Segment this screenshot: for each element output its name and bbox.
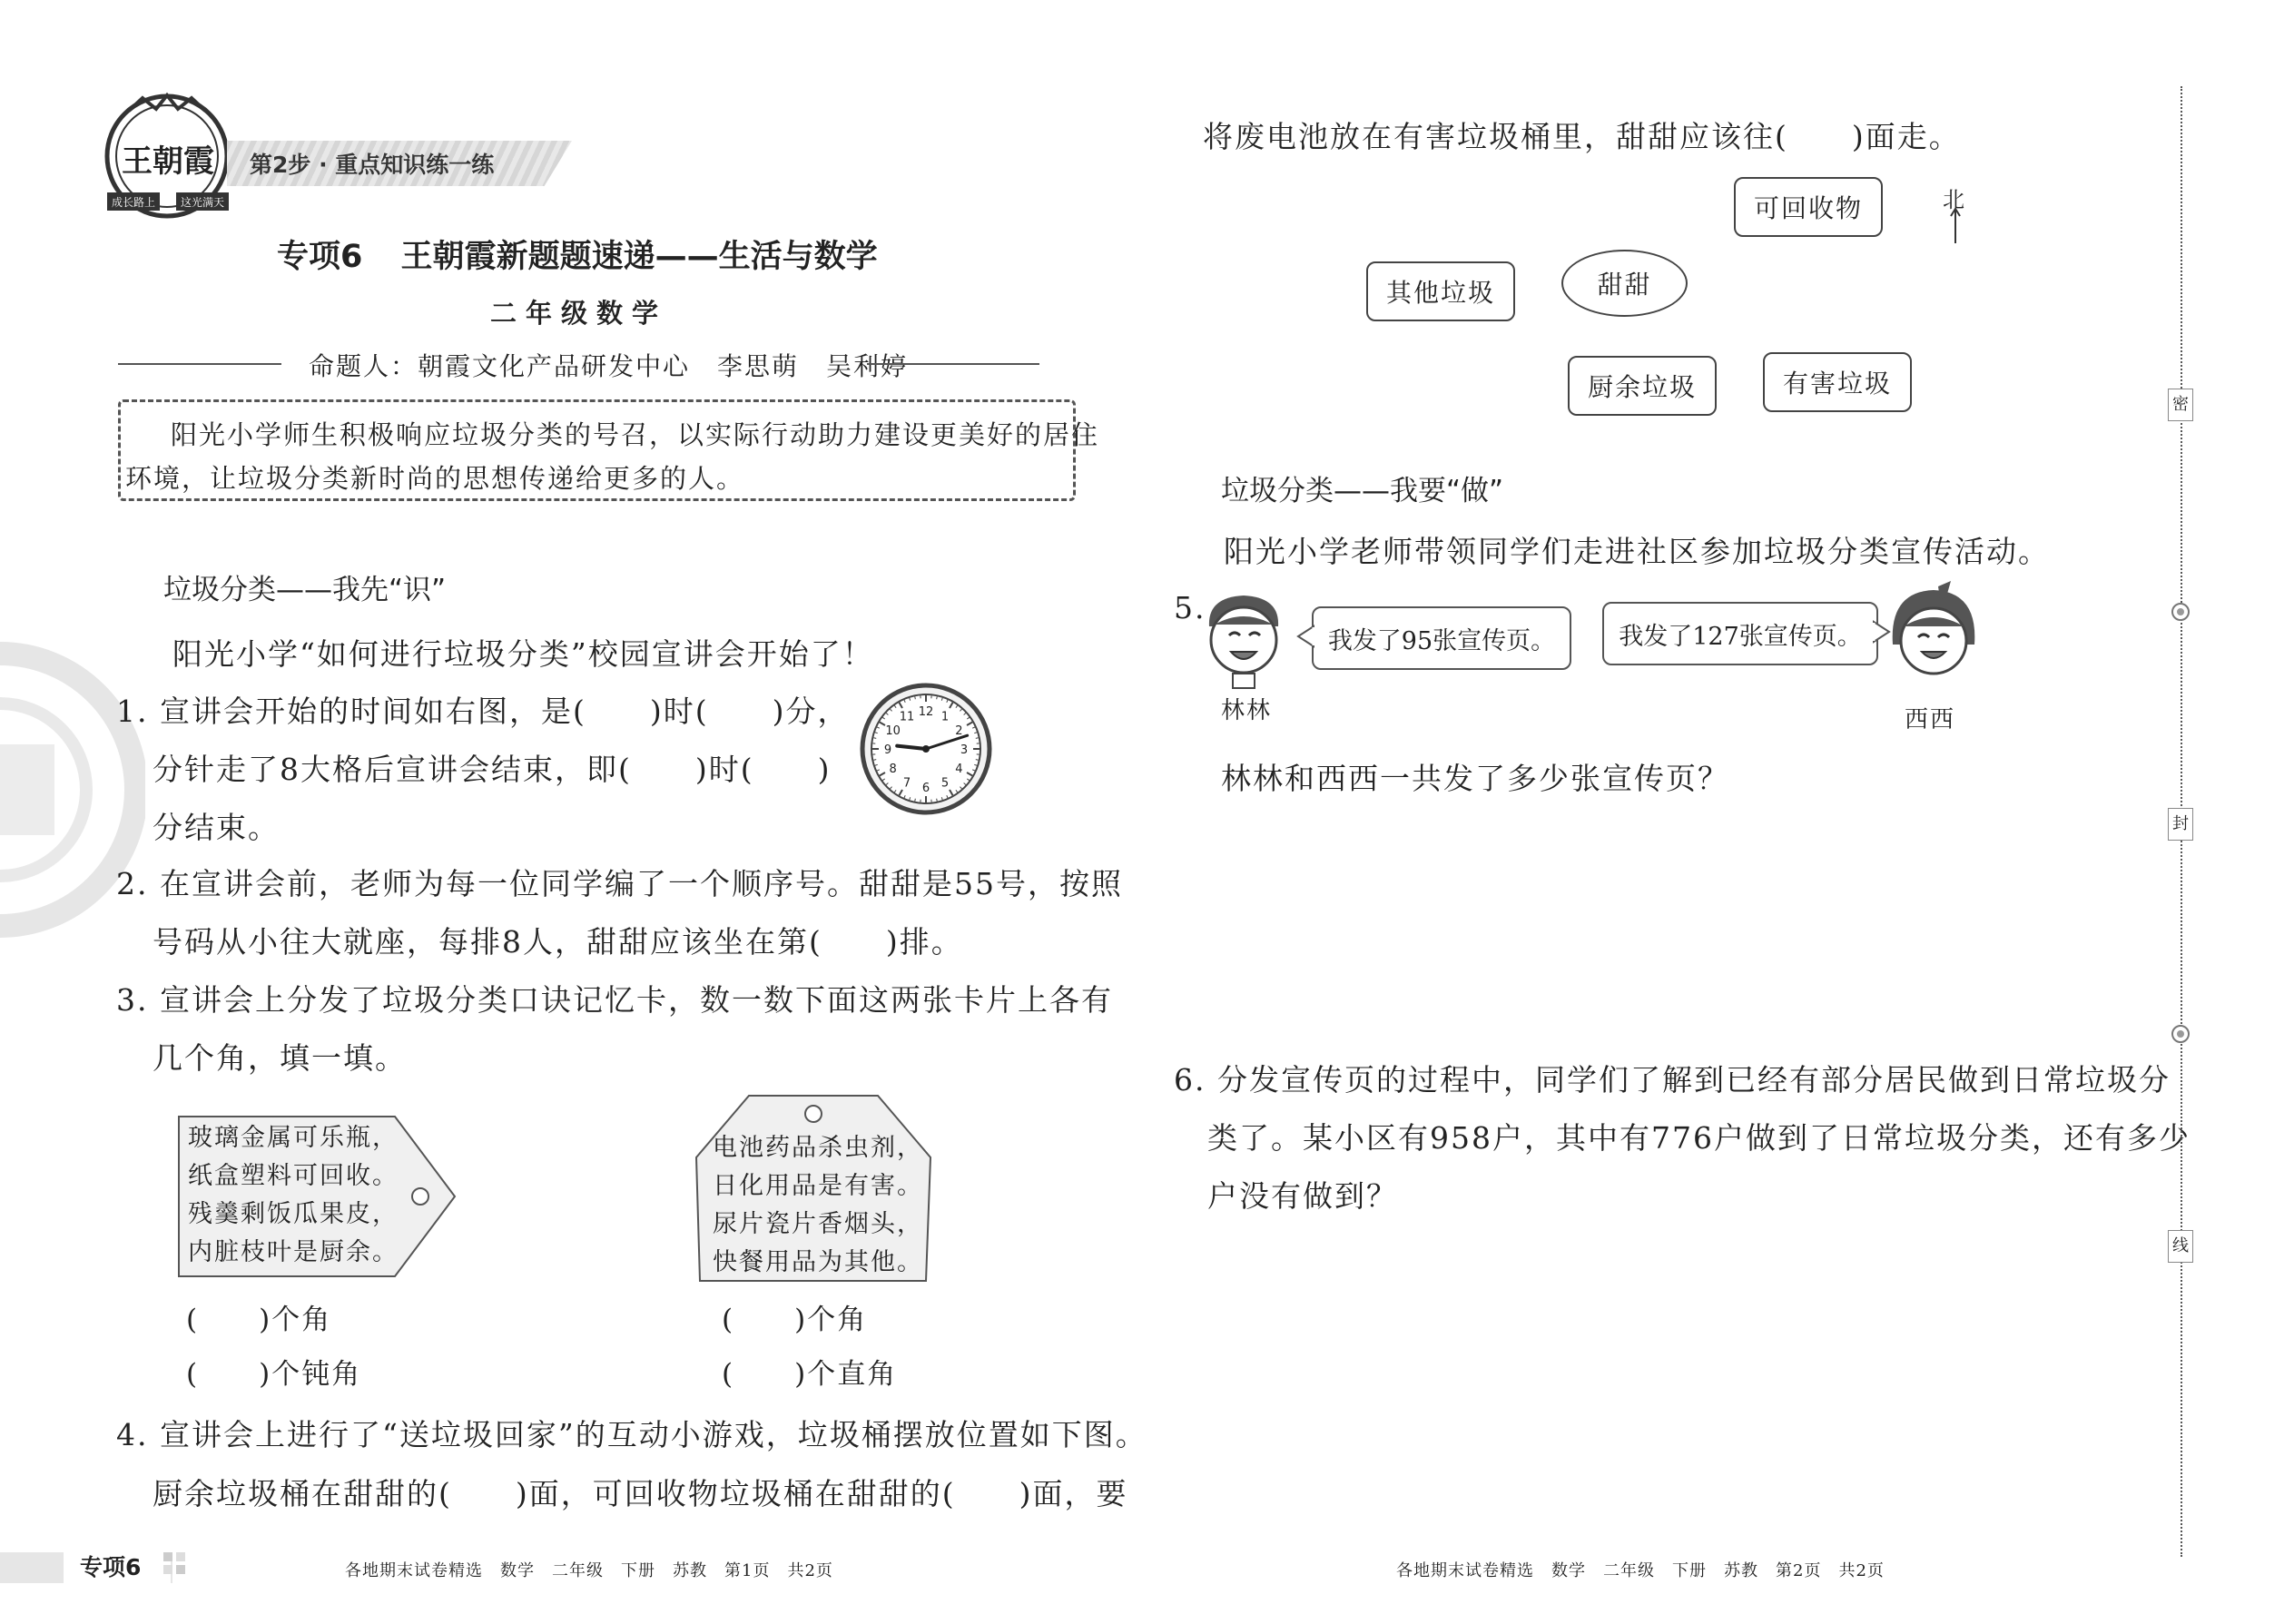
card2-line-3: 尿片瓷片香烟头，: [713, 1210, 923, 1238]
clock-number: 6: [921, 782, 930, 795]
clock-tick: [873, 760, 876, 761]
card2-blank-angles[interactable]: ( )个角: [722, 1304, 868, 1336]
q2-line-1: 2. 在宣讲会前，老师为每一位同学编了一个顺序号。甜甜是55号，按照: [116, 866, 1123, 901]
map-tiantian: 甜甜: [1561, 250, 1688, 317]
step-label: 第2步 · 重点知识练一练: [250, 152, 495, 178]
clock-number: 5: [940, 776, 950, 791]
seal-label-1: 密: [2168, 389, 2193, 421]
clock-number: 4: [955, 763, 963, 776]
q6-line-3: 户没有做到？: [1207, 1178, 1398, 1214]
clock-tick: [976, 738, 979, 739]
clock-number: 8: [889, 763, 897, 776]
clock: [858, 681, 994, 817]
q4-line-2: 厨余垃圾桶在甜甜的( )面，可回收物垃圾桶在甜甜的( )面，要: [153, 1476, 1128, 1511]
clock-tick: [873, 738, 876, 739]
north-arrow-icon: [1948, 207, 1963, 245]
authors: 命题人：朝霞文化产品研发中心 李思萌 吴利婷: [309, 351, 909, 381]
seal-label-3: 线: [2168, 1230, 2193, 1263]
q6-line-2: 类了。某小区有958户，其中有776户做到了日常垃圾分类，还有多少: [1207, 1120, 2191, 1156]
card2-blank-right[interactable]: ( )个直角: [722, 1358, 898, 1391]
section1-lead: 阳光小学“如何进行垃圾分类”校园宣讲会开始了！: [172, 636, 874, 672]
clock-tick: [915, 696, 916, 699]
q2-line-2: 号码从小往大就座，每排8人，甜甜应该坐在第( )排。: [153, 924, 963, 960]
clock-tick: [976, 760, 979, 761]
clock-tick: [937, 799, 938, 802]
q6-line-1: 6. 分发宣传页的过程中，同学们了解到已经有部分居民做到日常垃圾分: [1174, 1062, 2171, 1097]
seal-label-2: 封: [2168, 808, 2193, 841]
card2-line-4: 快餐用品为其他。: [713, 1248, 923, 1276]
q5-question: 林林和西西一共发了多少张宣传页？: [1221, 761, 1729, 796]
clock-number: 3: [960, 743, 969, 757]
logo-ribbon-left: 成长路上: [111, 196, 155, 209]
card1-line-1: 玻璃金属可乐瓶，: [188, 1124, 399, 1152]
page-title: [277, 231, 878, 277]
linlin-speech-tail: [1296, 625, 1314, 648]
seal-knot-icon: [2170, 1023, 2191, 1045]
linlin-speech: 我发了95张宣传页。: [1312, 606, 1571, 670]
map-harmful: 有害垃圾: [1763, 352, 1912, 412]
q4-line-1: 4. 宣讲会上进行了“送垃圾回家”的互动小游戏，垃圾桶摆放位置如下图。: [116, 1417, 1147, 1452]
clock-number: 11: [899, 710, 915, 724]
title-number: 专项6: [277, 239, 363, 275]
card2-line-2: 日化用品是有害。: [713, 1172, 923, 1200]
title-brand: 王朝霞: [400, 238, 497, 275]
map-recyclable: 可回收物: [1734, 177, 1883, 237]
clock-number: 10: [885, 724, 901, 738]
q1-line-2: 分针走了8大格后宣讲会结束，即( )时( ): [153, 752, 832, 787]
section2-lead: 阳光小学老师带领同学们走进社区参加垃圾分类宣传活动。: [1224, 534, 2050, 569]
subtitle: 二年级数学: [490, 298, 668, 329]
q4-line-3: 将废电池放在有害垃圾桶里，甜甜应该往( )面走。: [1203, 119, 1961, 154]
section1-heading: 垃圾分类——我先“识”: [163, 574, 447, 606]
xixi-speech: 我发了127张宣传页。: [1602, 602, 1878, 665]
intro-line-2: 环境，让垃圾分类新时尚的思想传递给更多的人。: [125, 463, 745, 494]
card2-line-1: 电池药品杀虫剂，: [713, 1134, 923, 1162]
clock-number: 2: [955, 724, 963, 738]
clock-tick: [937, 696, 938, 699]
q3-line-1: 3. 宣讲会上分发了垃圾分类口诀记忆卡，数一数下面这两张卡片上各有: [116, 982, 1113, 1018]
footer-left-tag: 专项6: [64, 1552, 171, 1583]
xixi-name: 西西: [1905, 706, 1956, 733]
card1-blank-obtuse[interactable]: ( )个钝角: [186, 1358, 362, 1391]
footer-right-text: 各地期末试卷精选 数学 二年级 下册 苏教 第2页 共2页: [1396, 1561, 1885, 1580]
card1-line-4: 内脏枝叶是厨余。: [188, 1238, 399, 1266]
footer-left-text: 各地期末试卷精选 数学 二年级 下册 苏教 第1页 共2页: [345, 1561, 833, 1580]
map-kitchen: 厨余垃圾: [1568, 356, 1717, 416]
q5-number: 5.: [1174, 590, 1206, 625]
logo-text: 王朝霞: [122, 143, 214, 180]
card1-blank-angles[interactable]: ( )个角: [186, 1304, 332, 1336]
clock-number: 12: [918, 705, 934, 719]
seal-knot-icon: [2170, 601, 2191, 623]
clock-number: 7: [902, 776, 911, 791]
memory-card-1: [177, 1115, 458, 1278]
memory-card-2: [694, 1094, 932, 1284]
card1-line-2: 纸盒塑料可回收。: [188, 1162, 399, 1190]
brand-logo: [102, 91, 233, 222]
north-label: 北: [1943, 187, 1964, 212]
xixi-avatar: [1884, 581, 1984, 694]
map-other: 其他垃圾: [1366, 261, 1515, 321]
authors-divider-right: [867, 363, 1039, 365]
logo-ribbon-right: 这光满天: [180, 196, 224, 209]
footer-left-squares: [163, 1552, 189, 1578]
title-rest: 新题题速递——生活与数学: [496, 239, 878, 275]
intro-line-1: 阳光小学师生积极响应垃圾分类的号召，以实际行动助力建设更美好的居住: [171, 419, 1100, 450]
linlin-avatar: [1198, 590, 1289, 690]
clock-tick: [915, 799, 916, 802]
q1-line-3: 分结束。: [153, 810, 280, 845]
clock-number: 9: [883, 743, 892, 757]
intro-box: [118, 399, 1100, 501]
linlin-name: 林林: [1221, 697, 1273, 724]
authors-divider-left: [118, 363, 281, 365]
section2-heading: 垃圾分类——我要“做”: [1221, 475, 1504, 507]
clock-number: 1: [940, 710, 950, 724]
q3-line-2: 几个角，填一填。: [153, 1040, 407, 1076]
q1-line-1: 1. 宣讲会开始的时间如右图，是( )时( )分，: [116, 694, 850, 729]
card1-line-3: 残羹剩饭瓜果皮，: [188, 1200, 399, 1228]
